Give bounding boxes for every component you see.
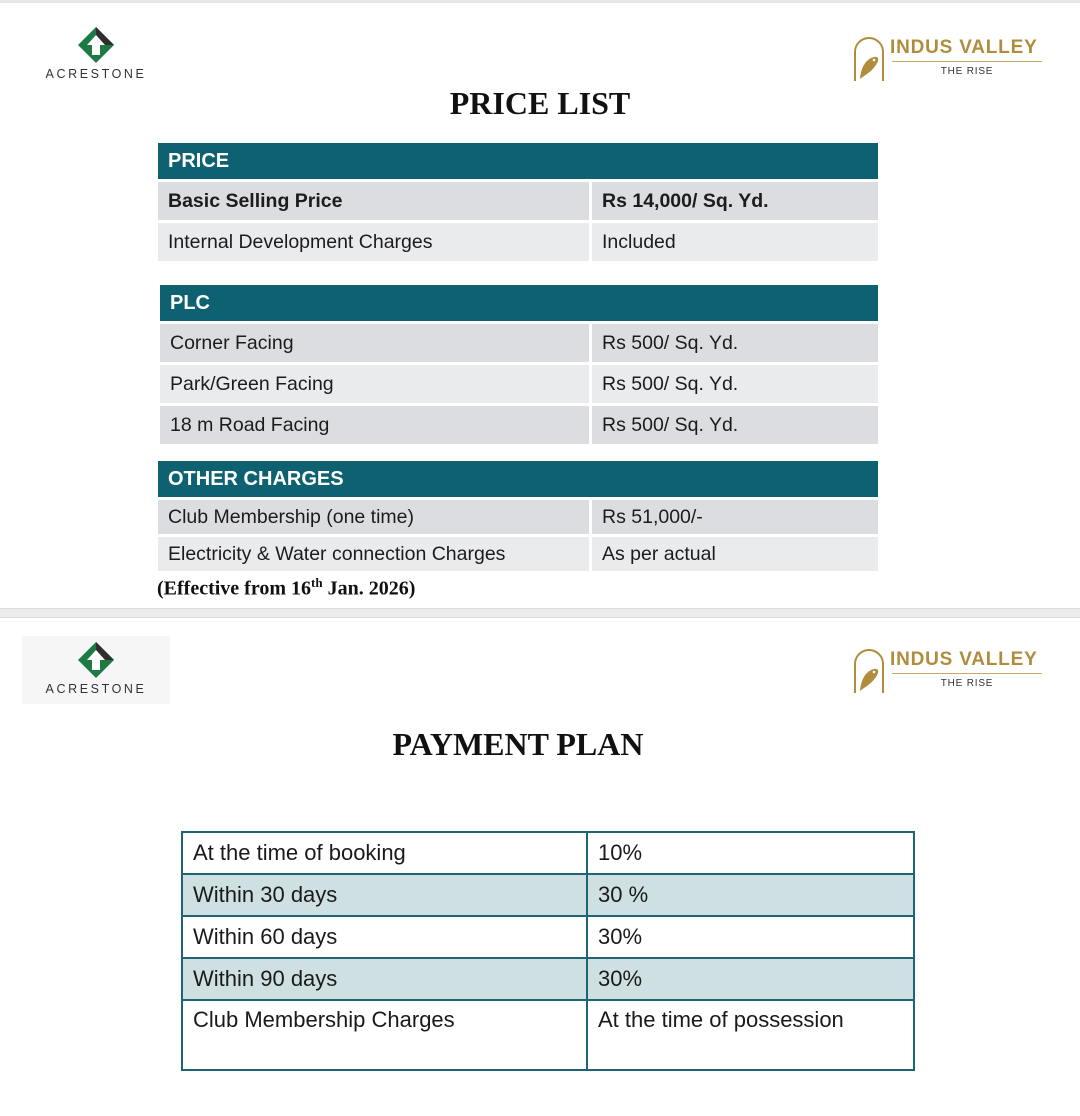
page-divider	[0, 608, 1080, 618]
amount-cell: 30 %	[587, 874, 914, 916]
acrestone-logo	[22, 636, 170, 704]
row-label: Electricity & Water connection Charges	[158, 537, 589, 571]
section-header	[158, 461, 878, 497]
row-label: Corner Facing	[160, 324, 589, 362]
row-label: 18 m Road Facing	[160, 406, 589, 444]
row-label: Park/Green Facing	[160, 365, 589, 403]
row-label: Internal Development Charges	[158, 223, 589, 261]
row-value: Rs 51,000/-	[592, 500, 878, 534]
amount-cell: 10%	[587, 832, 914, 874]
table-row	[160, 324, 878, 362]
stage-cell: Within 60 days	[182, 916, 587, 958]
plc-table	[157, 282, 881, 447]
logo-divider-line	[892, 61, 1042, 62]
stage-cell: At the time of booking	[182, 832, 587, 874]
table-row	[182, 874, 914, 916]
row-value: Included	[592, 223, 878, 261]
indus-valley-logo	[852, 645, 1052, 705]
row-value: Rs 500/ Sq. Yd.	[592, 324, 878, 362]
price-table	[155, 140, 881, 264]
stage-cell: Within 30 days	[182, 874, 587, 916]
table-row	[158, 223, 878, 261]
row-value: As per actual	[592, 537, 878, 571]
section-header	[158, 143, 878, 179]
effective-suffix-ordinal: th	[311, 575, 323, 590]
table-row	[182, 1000, 914, 1070]
amount-cell: 30%	[587, 916, 914, 958]
table-row	[158, 182, 878, 220]
stage-cell: Club Membership Charges	[182, 1000, 587, 1070]
other-charges-table	[155, 458, 881, 574]
acrestone-wordmark: ACRESTONE	[45, 682, 147, 696]
row-value: Rs 500/ Sq. Yd.	[592, 365, 878, 403]
table-row	[182, 958, 914, 1000]
amount-cell: 30%	[587, 958, 914, 1000]
indus-valley-title: INDUS VALLEY	[890, 37, 1038, 58]
table-row	[182, 832, 914, 874]
table-row	[182, 916, 914, 958]
acrestone-emblem-icon	[76, 25, 116, 65]
bird-arch-icon	[852, 647, 886, 695]
row-label: Basic Selling Price	[158, 182, 589, 220]
payment-plan-page	[0, 618, 1080, 1116]
stage-cell: Within 90 days	[182, 958, 587, 1000]
amount-cell: At the time of possession	[587, 1000, 914, 1070]
section-heading-plc: PLC	[160, 285, 878, 321]
table-row	[158, 500, 878, 534]
price-list-title: PRICE LIST	[449, 85, 631, 121]
payment-plan-table	[181, 831, 915, 1071]
payment-plan-title: PAYMENT PLAN	[392, 726, 644, 762]
section-heading-other-charges: OTHER CHARGES	[158, 461, 878, 497]
logo-divider-line	[892, 673, 1042, 674]
table-row	[160, 406, 878, 444]
row-value: Rs 500/ Sq. Yd.	[592, 406, 878, 444]
section-header	[160, 285, 878, 321]
effective-date-note	[157, 575, 415, 601]
indus-valley-logo	[852, 33, 1052, 93]
indus-valley-title: INDUS VALLEY	[890, 649, 1038, 670]
effective-suffix: Jan. 2026)	[322, 577, 416, 600]
section-heading-price: PRICE	[158, 143, 878, 179]
acrestone-wordmark: ACRESTONE	[45, 67, 147, 81]
table-row	[160, 365, 878, 403]
row-label: Club Membership (one time)	[158, 500, 589, 534]
acrestone-emblem-icon	[76, 640, 116, 680]
row-value: Rs 14,000/ Sq. Yd.	[592, 182, 878, 220]
indus-valley-tagline: THE RISE	[940, 678, 994, 689]
indus-valley-tagline: THE RISE	[940, 66, 994, 77]
table-row	[158, 537, 878, 571]
effective-prefix: (Effective from 16	[157, 577, 312, 600]
bird-arch-icon	[852, 35, 886, 83]
